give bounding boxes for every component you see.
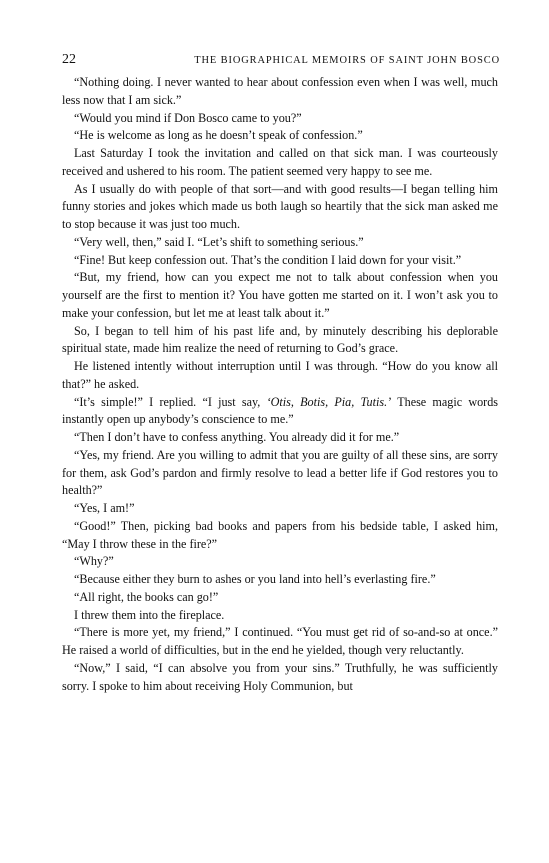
running-head	[62, 52, 498, 74]
paragraph: “There is more yet, my friend,” I continued. “You must get rid of so-and-so at once.” He raised a world of difficulties, but in the end he yielded, though very reluctantly.	[62, 625, 498, 657]
paragraph	[62, 394, 498, 430]
paragraph: “Good!” Then, picking bad books and papers from his bedside table, I asked him, “May I throw these in the fire?”	[62, 518, 498, 551]
paragraph: “Why?”	[74, 554, 114, 569]
paragraph: “Now,” I said, “I can absolve you from your sins.” Truthfully, he was sufficiently sorry. I spoke to him about receiving Holy Communion, but	[62, 660, 498, 693]
paragraph: As I usually do with people of that sort—and with good results—I began telling him funny stories and jokes which made us both laugh so heartily that the sick man asked me to stop because it was just too much.	[62, 181, 498, 231]
paragraph-text: “It’s simple!” I replied. “I just say,	[74, 394, 267, 409]
paragraph: I threw them into the fireplace.	[74, 607, 225, 622]
paragraph: He listened intently without interruption until I was through. “How do you know all that?” he asked.	[62, 359, 498, 391]
paragraph: “But, my friend, how can you expect me not to talk about confession when you yourself are the first to mention it? You have gotten me started on it. I won’t ask you to make your confession, but let me at least talk about it.”	[62, 270, 498, 320]
paragraph: “Yes, my friend. Are you willing to admit that you are guilty of all these sins, are sorry for them, ask God’s pardon and firmly resolve to lead a better life if God restores you to health?”	[62, 447, 498, 498]
paragraph: “Would you mind if Don Bosco came to you?”	[74, 110, 302, 125]
running-title: THE BIOGRAPHICAL MEMOIRS OF SAINT JOHN BOSCO	[194, 55, 500, 66]
magic-words: ‘Otis, Botis, Pia, Tutis.’	[266, 394, 392, 409]
paragraph: “Because either they burn to ashes or you land into hell’s everlasting fire.”	[74, 572, 436, 586]
book-page	[62, 52, 498, 695]
paragraph-text: These magic words instantly open up anybody’s conscience to me.”	[62, 394, 499, 427]
paragraph: “Fine! But keep confession out. That’s the condition I laid down for your visit.”	[74, 252, 462, 267]
paragraph: Last Saturday I took the invitation and called on that sick man. I was courteously received and ushered to his room. The patient seemed very happy to see me.	[62, 146, 498, 178]
paragraph: “All right, the books can go!”	[74, 589, 219, 604]
body-text	[62, 74, 498, 695]
paragraph: “Then I don’t have to confess anything. You already did it for me.”	[74, 430, 400, 444]
paragraph: “Yes, I am!”	[74, 501, 135, 515]
page-number: 22	[62, 52, 76, 67]
paragraph: “Very well, then,” said I. “Let’s shift to something serious.”	[74, 234, 364, 249]
paragraph: “Nothing doing. I never wanted to hear about confession even when I was well, much less now that I am sick.”	[62, 75, 498, 107]
paragraph: “He is welcome as long as he doesn’t speak of confession.”	[74, 128, 363, 143]
paragraph: So, I began to tell him of his past life and, by minutely describing his deplorable spiritual state, made him realize the need of returning to God’s grace.	[62, 323, 498, 356]
